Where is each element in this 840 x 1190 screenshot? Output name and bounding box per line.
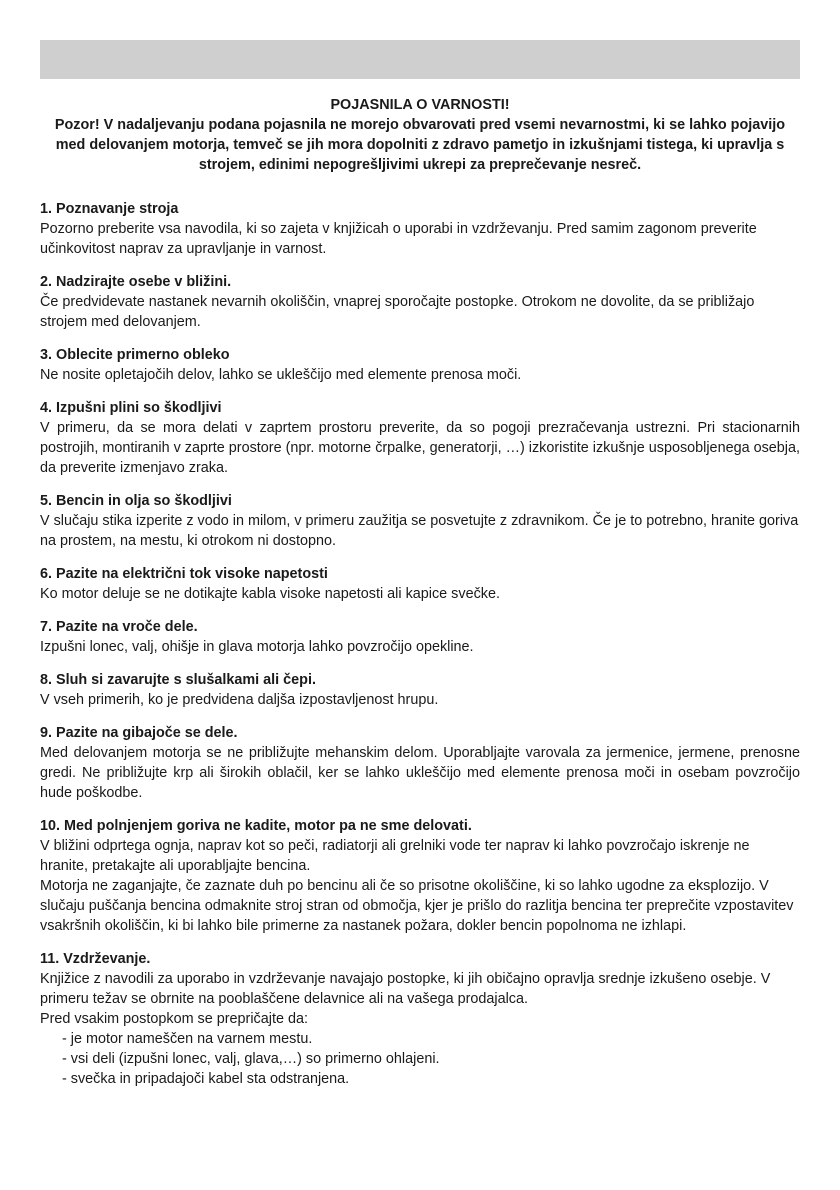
section-text: V slučaju stika izperite z vodo in milom, v primeru zaužitja se posvetujte z zdravnikom. Če je to potrebno, hranite goriva na prostem, na mestu, ki otrokom ni dostopno. [40, 513, 799, 549]
section-text: V bližini odprtega ognja, naprav kot so peči, radiatorji ali grelniki vode ter naprav ki lahko povzročajo iskrenje ne hranite, pretakajte ali uporabljajte bencina. [40, 838, 750, 874]
section-9 [40, 723, 800, 803]
warning-title: POJASNILA O VARNOSTI! [330, 97, 510, 113]
section-text: V vseh primerih, ko je predvidena daljša izpostavljenost hrupu. [40, 692, 439, 708]
section-text: Ne nosite opletajočih delov, lahko se ukleščijo med elemente prenosa moči. [40, 367, 522, 383]
section-text: Motorja ne zaganjajte, če zaznate duh po bencinu ali če so prisotne okoliščine, ki so lahko ugodne za eksplozijo. V slučaju puščanja bencina odmaknite stroj stran od območja, kjer je prišlo do razlitja bencina ter preprečite vzpostavitev vsakršnih okoliščin, ki bi lahko bile primerne za nastanek požara, dokler bencin popolnoma ne izhlapi. [40, 878, 794, 934]
section-4 [40, 398, 800, 478]
section-title: 4. Izpušni plini so škodljivi [40, 400, 222, 416]
section-3 [40, 345, 800, 385]
safety-warning [40, 95, 800, 175]
section-text: Knjižice z navodili za uporabo in vzdrževanje navajajo postopke, ki jih običajno opravlja srednje izkušeno osebje. V primeru težav se obrnite na pooblaščene delavnice ali na vašega prodajalca. [40, 971, 771, 1007]
section-title: 8. Sluh si zavarujte s slušalkami ali čepi. [40, 672, 316, 688]
list-item: - vsi deli (izpušni lonec, valj, glava,…) so primerno ohlajeni. [62, 1051, 440, 1067]
section-text: Če predvidevate nastanek nevarnih okoliščin, vnaprej sporočajte postopke. Otrokom ne dovolite, da se približajo strojem med delovanjem. [40, 294, 755, 330]
section-title: 2. Nadzirajte osebe v bližini. [40, 274, 232, 290]
section-title: 11. Vzdrževanje. [40, 951, 151, 967]
section-1 [40, 199, 800, 259]
section-2 [40, 272, 800, 332]
section-text: V primeru, da se mora delati v zaprtem prostoru preverite, da so pogoji prezračevanja ustrezni. Pri stacionarnih postrojih, montiranih v zaprte prostore (npr. motorne črpalke, generatorji, …) izkoristite izkušnje usposobljenega osebja, da preverite izmenjavo zraka. [40, 420, 800, 476]
header-bar [40, 40, 800, 79]
section-6 [40, 564, 800, 604]
section-8 [40, 670, 800, 710]
section-11 [40, 949, 800, 1089]
section-title: 10. Med polnjenjem goriva ne kadite, motor pa ne sme delovati. [40, 818, 472, 834]
section-text: Med delovanjem motorja se ne približujte mehanskim delom. Uporabljajte varovala za jermenice, jermene, prenosne gredi. Ne približujte krp ali širokih oblačil, ker se lahko ukleščijo med elemente prenosa moči in osebam povzročijo hude poškodbe. [40, 745, 800, 801]
section-title: 6. Pazite na električni tok visoke napetosti [40, 566, 328, 582]
section-title: 1. Poznavanje stroja [40, 201, 179, 217]
document-body [40, 95, 800, 1102]
checklist [40, 1029, 800, 1089]
section-title: 5. Bencin in olja so škodljivi [40, 493, 232, 509]
section-title: 3. Oblecite primerno obleko [40, 347, 230, 363]
section-text: Ko motor deluje se ne dotikajte kabla visoke napetosti ali kapice svečke. [40, 586, 500, 602]
section-5 [40, 491, 800, 551]
section-title: 7. Pazite na vroče dele. [40, 619, 198, 635]
list-item: - svečka in pripadajoči kabel sta odstranjena. [62, 1071, 350, 1087]
section-text: Pozorno preberite vsa navodila, ki so zajeta v knjižicah o uporabi in vzdrževanju. Pred samim zagonom preverite učinkovitost naprav za upravljanje in varnost. [40, 221, 757, 257]
section-10 [40, 816, 800, 936]
section-text: Izpušni lonec, valj, ohišje in glava motorja lahko povzročijo opekline. [40, 639, 474, 655]
section-text: Pred vsakim postopkom se prepričajte da: [40, 1011, 308, 1027]
section-title: 9. Pazite na gibajoče se dele. [40, 725, 238, 741]
section-7 [40, 617, 800, 657]
list-item: - je motor nameščen na varnem mestu. [62, 1031, 313, 1047]
warning-text: Pozor! V nadaljevanju podana pojasnila ne morejo obvarovati pred vsemi nevarnostmi, ki se lahko pojavijo med delovanjem motorja, temveč se jih mora dopolniti z zdravo pametjo in izkušnjami tistega, ki upravlja s strojem, edinimi nepogrešljivimi ukrepi za preprečevanje nesreč. [54, 117, 786, 173]
